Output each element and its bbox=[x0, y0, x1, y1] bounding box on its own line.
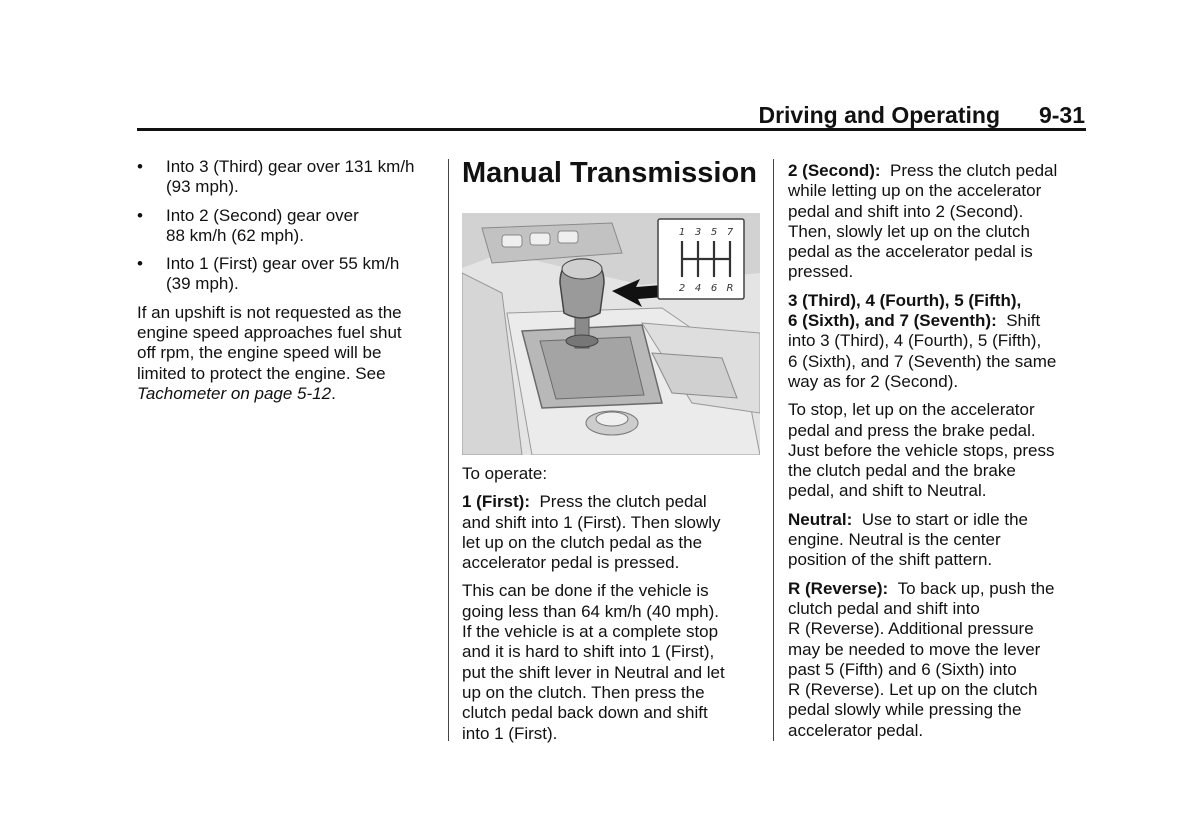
gear-label: 5 bbox=[710, 227, 718, 238]
text-line: This can be done if the vehicle is bbox=[462, 581, 709, 601]
reverse-label: R (Reverse): bbox=[788, 578, 889, 598]
upper-gears-label: 3 (Third), 4 (Fourth), 5 (Fifth), bbox=[788, 290, 1022, 310]
text-line: into 1 (First). bbox=[462, 723, 558, 743]
text-line: let up on the clutch pedal as the bbox=[462, 532, 703, 552]
gear-label: 7 bbox=[726, 227, 734, 238]
text-line: may be needed to move the lever bbox=[788, 639, 1041, 659]
heading-manual-transmission: Manual Transmission bbox=[462, 157, 757, 189]
reverse-paragraph bbox=[788, 579, 1088, 741]
column-1 bbox=[137, 157, 437, 412]
upper-gears-label-2: 6 (Sixth), and 7 (Seventh): bbox=[788, 311, 997, 331]
upshift-paragraph bbox=[137, 303, 437, 404]
text-line bbox=[788, 311, 1088, 331]
to-operate-text: To operate: bbox=[462, 464, 548, 483]
text-line: way as for 2 (Second). bbox=[788, 371, 959, 391]
text-run: Press the clutch pedal bbox=[539, 492, 707, 512]
text-line: going less than 64 km/h (40 mph). bbox=[462, 601, 720, 621]
text-line: past 5 (Fifth) and 6 (Sixth) into bbox=[788, 659, 1017, 679]
xref-period: . bbox=[331, 383, 336, 403]
bullet-dot: • bbox=[137, 157, 143, 176]
text-line: To stop, let up on the accelerator bbox=[788, 400, 1035, 420]
gear-label: 1 bbox=[678, 227, 686, 238]
page-header bbox=[137, 100, 1086, 128]
text-line: clutch pedal and shift into bbox=[788, 598, 980, 618]
section-title: Driving and Operating bbox=[758, 102, 1000, 128]
first-gear-paragraph bbox=[462, 492, 767, 573]
bullet-line: Into 2 (Second) gear over bbox=[166, 205, 359, 225]
text-line: accelerator pedal is pressed. bbox=[462, 553, 680, 573]
upper-gears-paragraph bbox=[788, 291, 1088, 392]
page-number: 9-31 bbox=[1038, 102, 1085, 128]
column-3 bbox=[788, 161, 1088, 749]
text-line: and it is hard to shift into 1 (First), bbox=[462, 642, 715, 662]
text-line bbox=[788, 161, 1088, 181]
second-gear-label: 2 (Second): bbox=[788, 161, 881, 180]
gear-label: 3 bbox=[694, 227, 702, 238]
text-line: engine speed approaches fuel shut bbox=[137, 323, 402, 343]
neutral-paragraph bbox=[788, 510, 1088, 571]
text-line: clutch pedal back down and shift bbox=[462, 703, 708, 723]
text-run: To back up, push the bbox=[897, 578, 1055, 598]
text-run: Shift bbox=[1006, 311, 1041, 331]
text-line: pedal and shift into 2 (Second). bbox=[788, 201, 1024, 221]
text-line bbox=[462, 492, 767, 512]
bullet-line: (93 mph). bbox=[166, 177, 239, 197]
text-line: Just before the vehicle stops, press bbox=[788, 440, 1055, 460]
header-rule bbox=[137, 128, 1086, 131]
text-line: Then, slowly let up on the clutch bbox=[788, 221, 1030, 241]
column-2-text bbox=[462, 464, 767, 752]
text-line: limited to protect the engine. See bbox=[137, 363, 386, 383]
bullet-line: (39 mph). bbox=[166, 274, 239, 294]
list-item bbox=[137, 254, 437, 295]
text-line: while letting up on the accelerator bbox=[788, 181, 1042, 201]
text-line: into 3 (Third), 4 (Fourth), 5 (Fifth), bbox=[788, 331, 1042, 351]
text-run: Press the clutch pedal bbox=[890, 161, 1058, 180]
text-line: off rpm, the engine speed will be bbox=[137, 343, 382, 363]
column-divider-right bbox=[773, 159, 774, 741]
column-divider-left bbox=[448, 159, 449, 741]
list-item bbox=[137, 157, 437, 198]
shifter-drawing bbox=[462, 213, 760, 455]
stopping-paragraph bbox=[788, 400, 1088, 501]
gear-label: R bbox=[726, 283, 734, 294]
text-line: R (Reverse). Let up on the clutch bbox=[788, 680, 1038, 700]
text-line: If an upshift is not requested as the bbox=[137, 302, 402, 322]
text-line bbox=[788, 510, 1088, 530]
gear-label: 6 bbox=[710, 283, 718, 294]
text-line: pressed. bbox=[788, 262, 854, 282]
text-line: the clutch pedal and the brake bbox=[788, 461, 1016, 481]
text-line: put the shift lever in Neutral and let bbox=[462, 662, 725, 682]
text-line bbox=[788, 579, 1088, 599]
gear-label: 4 bbox=[694, 283, 702, 294]
list-item bbox=[137, 206, 437, 247]
text-line: If the vehicle is at a complete stop bbox=[462, 622, 719, 642]
bullet-line: Into 3 (Third) gear over 131 km/h bbox=[166, 157, 415, 176]
stopped-vehicle-paragraph bbox=[462, 581, 767, 743]
shifter-illustration bbox=[462, 213, 760, 455]
bullet-line: Into 1 (First) gear over 55 km/h bbox=[166, 254, 400, 274]
text-line: 6 (Sixth), and 7 (Seventh) the same bbox=[788, 351, 1057, 371]
text-line: pedal as the accelerator pedal is bbox=[788, 242, 1033, 262]
text-line: position of the shift pattern. bbox=[788, 550, 993, 570]
neutral-label: Neutral: bbox=[788, 509, 853, 529]
text-run: Use to start or idle the bbox=[861, 509, 1028, 529]
gear-label: 2 bbox=[678, 283, 686, 294]
text-line: engine. Neutral is the center bbox=[788, 530, 1001, 550]
text-line: and shift into 1 (First). Then slowly bbox=[462, 512, 721, 532]
text-line: pedal slowly while pressing the bbox=[788, 700, 1022, 720]
first-gear-label: 1 (First): bbox=[462, 492, 530, 512]
bullet-line: 88 km/h (62 mph). bbox=[166, 225, 304, 245]
text-line: pedal, and shift to Neutral. bbox=[788, 481, 987, 501]
tachometer-xref-link[interactable]: Tachometer on page 5-12 bbox=[137, 383, 332, 403]
bullet-dot: • bbox=[137, 254, 143, 274]
bullet-dot: • bbox=[137, 205, 143, 225]
text-line: up on the clutch. Then press the bbox=[462, 682, 705, 702]
text-line: accelerator pedal. bbox=[788, 720, 924, 740]
second-gear-paragraph bbox=[788, 161, 1088, 283]
text-line bbox=[137, 384, 437, 404]
text-line: R (Reverse). Additional pressure bbox=[788, 619, 1034, 639]
text-line: pedal and press the brake pedal. bbox=[788, 420, 1036, 440]
